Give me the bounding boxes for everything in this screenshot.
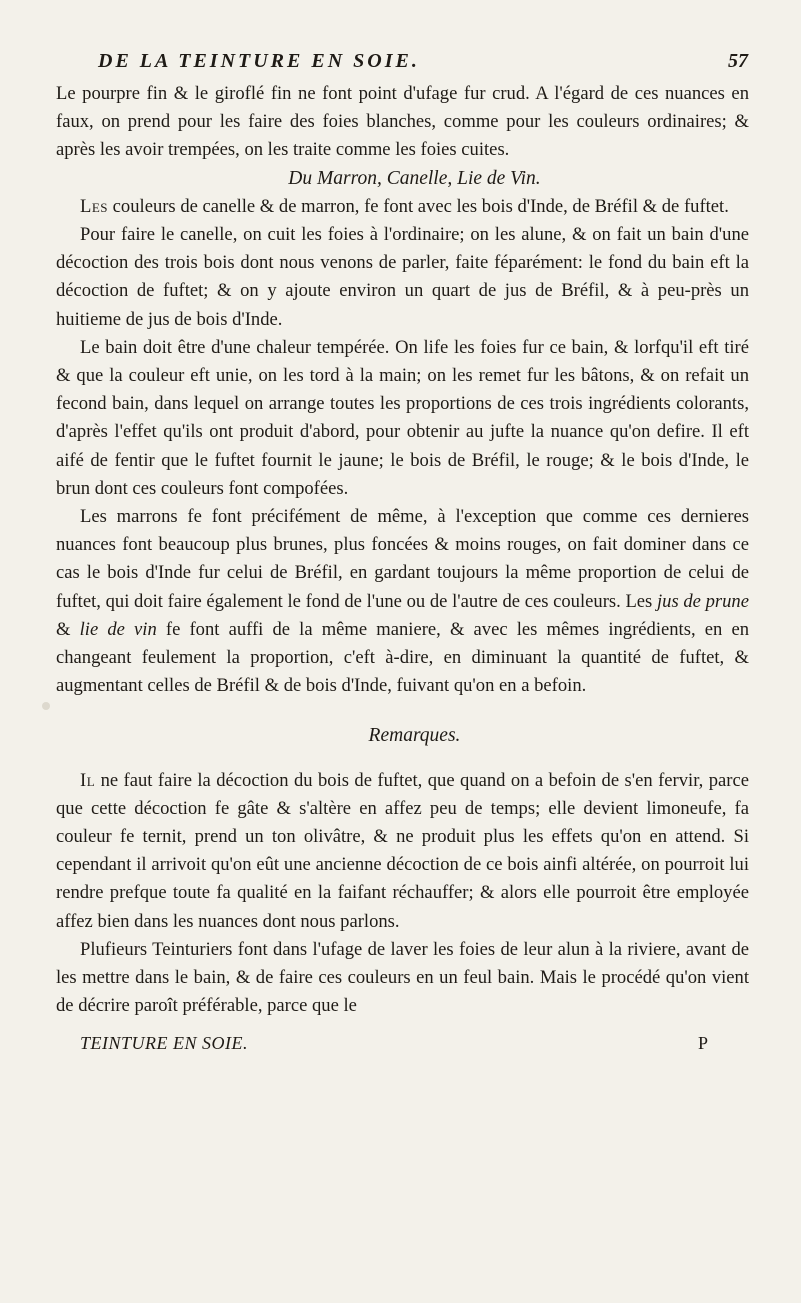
paragraph-couleurs xyxy=(56,193,749,221)
paragraph-text: ne faut faire la décoction du bois de fuftet, que quand on a befoin de s'en fervir, parce que cette décoction fe gâte & s'altère en affez peu de temps; elle devient limoneufe, fa couleur fe ternit, prend un ton olivâtre, & ne produit plus les effets qu'on en attend. Si cependant il arrivoit qu'on eût une ancienne décoction de ce bois ainfi altérée, on pourroit lui rendre prefque toute fa qualité en la faifant réchauffer; & alors elle pourroit être employée affez bien dans les nuances dont nous parlons. xyxy=(56,769,749,932)
page-footer xyxy=(80,1033,750,1054)
small-caps-lead: Il xyxy=(80,769,96,791)
small-caps-lead: Les xyxy=(80,195,109,217)
text-segment: Les marrons fe font précifément de même, à l'exception que comme ces dernieres nuances font beaucoup plus brunes, plus foncées & moins rouges, on fait dominer dans ce cas le bois d'Inde fur celui de Bréfil, en gardant toujours la même proportion de celui de fuftet, qui doit faire également le fond de l'une ou de l'autre de ces couleurs. Les xyxy=(56,506,749,612)
italic-term: jus de prune xyxy=(656,590,749,612)
text-segment: fe font auffi de la même maniere, & avec les mêmes ingrédients, en en changeant feulement la proportion, c'eft à-dire, en diminuant la quantité de fuftet, & augmentant celles de Bréfil & de bois d'Inde, fuivant qu'on en a befoin. xyxy=(56,618,749,697)
paragraph-bain: Le bain doit être d'une chaleur tempérée. On life les foies fur ce bain, & lorfqu'il eft tiré & que la couleur eft unie, on les tord à la main; on les remet fur les bâtons, & on refait un fecond bain, dans lequel on arrange toutes les proportions de ces trois ingrédients colorants, d'après l'effet qu'ils ont produit d'abord, pour obtenir au jufte la nuance qu'on defire. Il eft aifé de fentir que le fuftet fournit le jaune; le bois de Bréfil, le rouge; & le bois d'Inde, le brun dont ces couleurs font compofées. xyxy=(56,336,749,499)
paragraph-teinturiers: Plufieurs Teinturiers font dans l'ufage de laver les foies de leur alun à la riviere, avant de les mettre dans le bain, & de faire ces couleurs en un feul bain. Mais le procédé qu'on vient de décrire paroît préférable, parce que le xyxy=(56,938,749,1017)
section-heading-marron: Du Marron, Canelle, Lie de Vin. xyxy=(288,167,541,189)
paragraph-intro: Le pourpre fin & le giroflé fin ne font point d'ufage fur crud. A l'égard de ces nuances en faux, on prend pour les faire des foies blanches, comme pour les couleurs ordinaires; & après les avoir trempées, on les traite comme les foies cuites. xyxy=(56,83,749,161)
header-title: DE LA TEINTURE EN SOIE. xyxy=(98,50,420,72)
footer-running-title: TEINTURE EN SOIE. xyxy=(80,1033,248,1053)
paragraph-canelle: Pour faire le canelle, on cuit les foies à l'ordinaire; on les alune, & on fait un bain d'une décoction des trois bois dont nous venons de parler, faite féparément: le fond du bain eft la décoction de fuftet; & on y ajoute environ un quart de jus de Bréfil, & à peu-près un huitieme de jus de bois d'Inde. xyxy=(56,224,749,330)
paragraph-remarque xyxy=(56,767,749,936)
page-number: 57 xyxy=(728,50,748,72)
paragraph-marrons xyxy=(56,503,749,700)
body-text xyxy=(56,80,749,1021)
text-segment: & xyxy=(56,618,80,640)
signature-mark: P xyxy=(697,1033,708,1053)
paper-stain xyxy=(42,702,50,710)
section-heading-remarques: Remarques. xyxy=(368,725,461,747)
paragraph-text: couleurs de canelle & de marron, fe font avec les bois d'Inde, de Bréfil & de fuftet. xyxy=(108,195,729,217)
italic-term: lie de vin xyxy=(79,618,157,640)
